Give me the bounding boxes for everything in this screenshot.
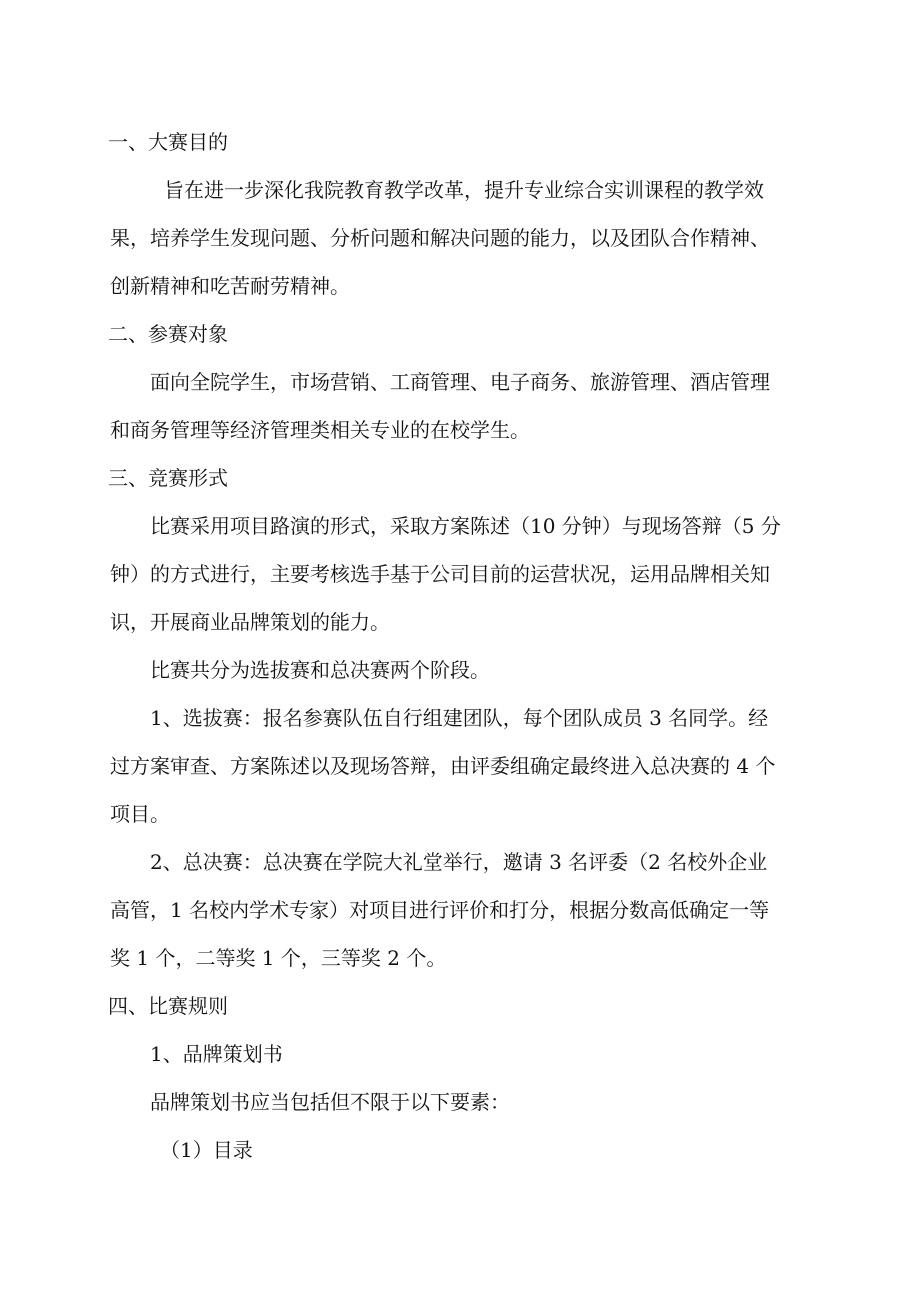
format-p4-line-1: 2、总决赛：总决赛在学院大礼堂举行，邀请 3 名评委（2 名校外企业 <box>150 850 768 874</box>
format-p1-line-2: 钟）的方式进行，主要考核选手基于公司目前的运营状况，运用品牌相关知 <box>110 562 770 586</box>
rules-item-1: 1、品牌策划书 <box>150 1042 283 1066</box>
purpose-line-3: 创新精神和吃苦耐劳精神。 <box>110 274 350 298</box>
format-p2: 比赛共分为选拔赛和总决赛两个阶段。 <box>150 658 490 682</box>
section-heading-participants: 二、参赛对象 <box>108 322 228 346</box>
section-heading-purpose: 一、大赛目的 <box>108 130 228 154</box>
format-p4-line-2: 高管，1 名校内学术专家）对项目进行评价和打分，根据分数高低确定一等 <box>110 898 770 922</box>
participants-line-1: 面向全院学生，市场营销、工商管理、电子商务、旅游管理、酒店管理 <box>150 370 770 394</box>
format-p1-line-3: 识，开展商业品牌策划的能力。 <box>110 610 390 634</box>
format-p3-line-2: 过方案审查、方案陈述以及现场答辩，由评委组确定最终进入总决赛的 4 个 <box>110 754 776 778</box>
purpose-line-1: 旨在进一步深化我院教育教学改革，提升专业综合实训课程的教学效 <box>164 178 764 202</box>
purpose-line-2: 果，培养学生发现问题、分析问题和解决问题的能力，以及团队合作精神、 <box>110 226 770 250</box>
participants-line-2: 和商务管理等经济管理类相关专业的在校学生。 <box>110 418 530 442</box>
format-p3-line-1: 1、选拔赛：报名参赛队伍自行组建团队，每个团队成员 3 名同学。经 <box>150 706 769 730</box>
rules-p1: 品牌策划书应当包括但不限于以下要素： <box>150 1090 510 1114</box>
format-p3-line-3: 项目。 <box>110 802 170 826</box>
section-heading-rules: 四、比赛规则 <box>108 994 228 1018</box>
rules-sub-item-1: （1）目录 <box>160 1138 253 1162</box>
section-heading-format: 三、竞赛形式 <box>108 466 228 490</box>
format-p1-line-1: 比赛采用项目路演的形式，采取方案陈述（10 分钟）与现场答辩（5 分 <box>150 514 781 538</box>
format-p4-line-3: 奖 1 个，二等奖 1 个，三等奖 2 个。 <box>110 946 447 970</box>
